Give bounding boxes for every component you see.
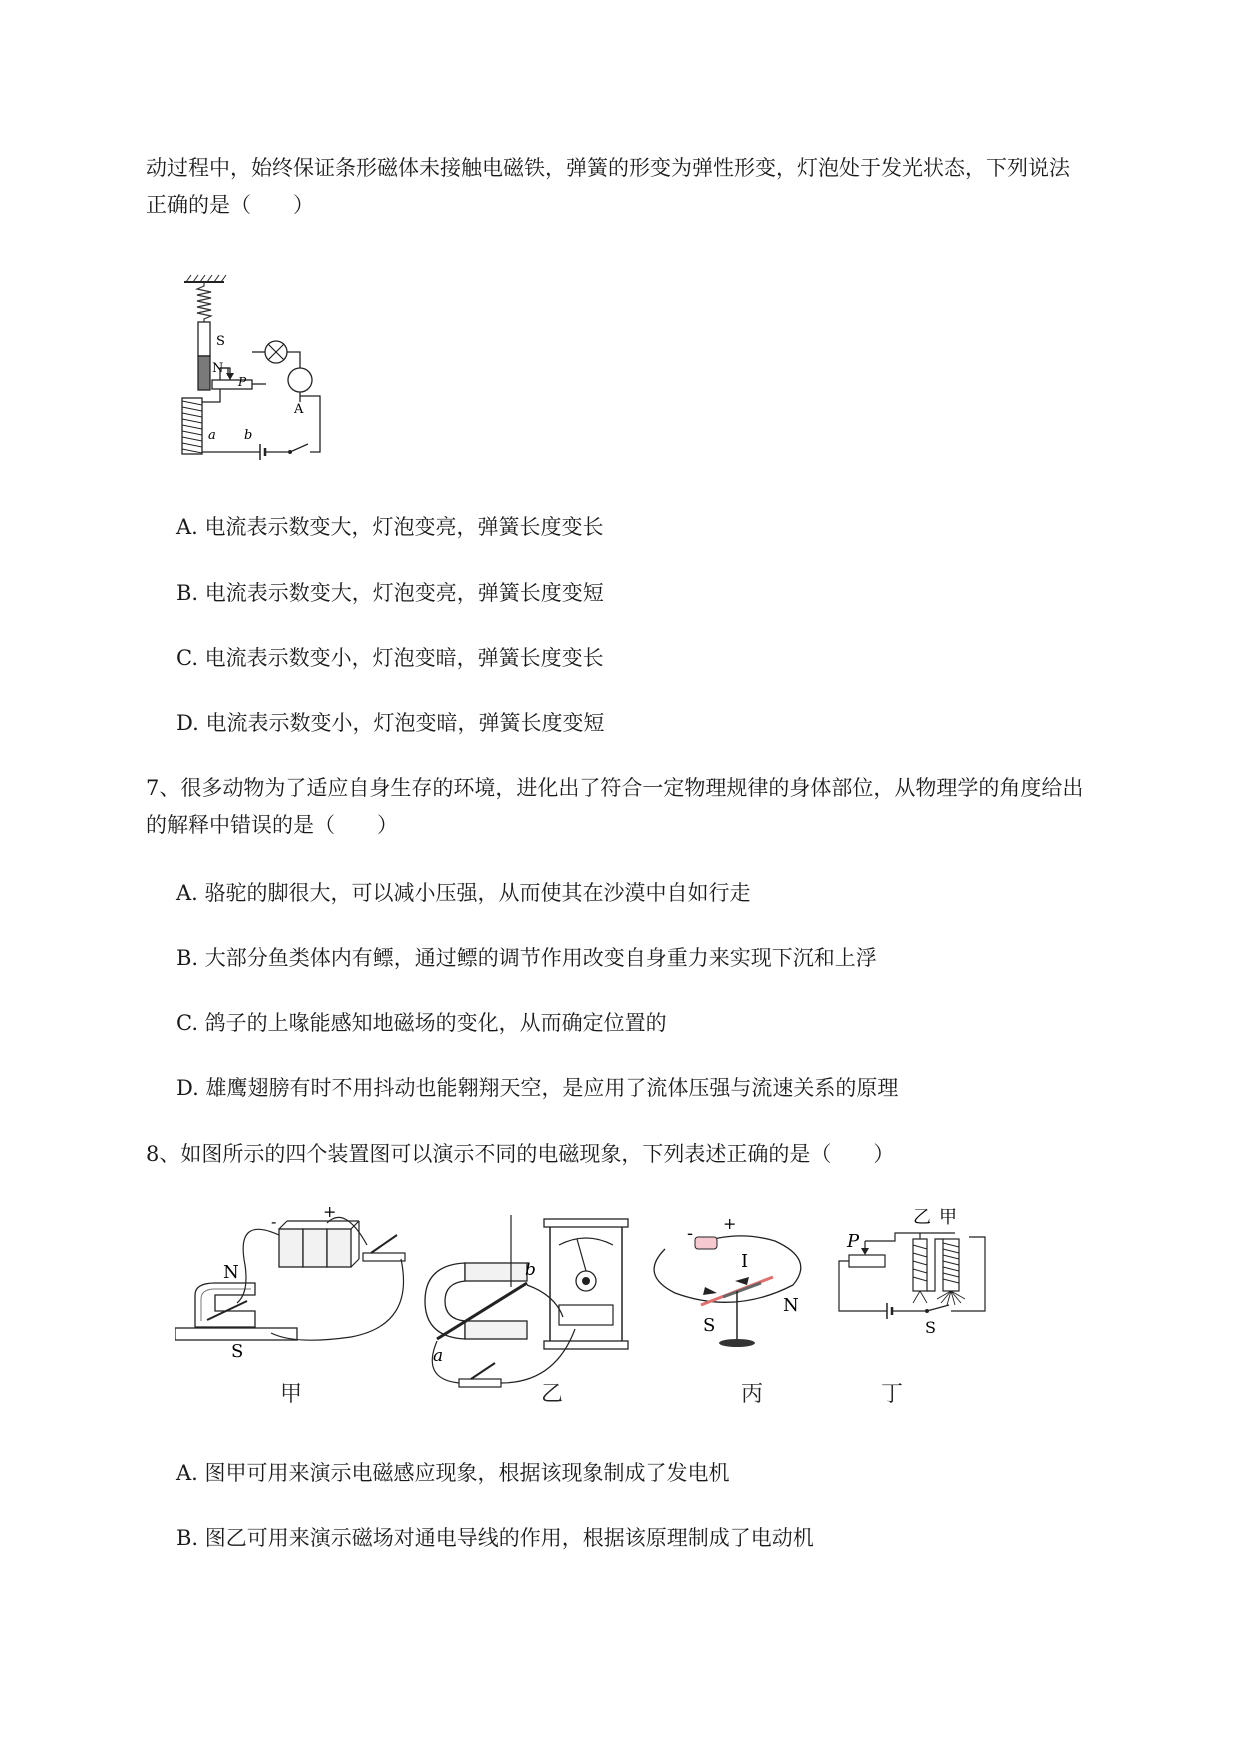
device-bing [654, 1214, 801, 1405]
jia-s-label: S [231, 1341, 244, 1362]
question-6-option-c: C. 电流表示数变小，灯泡变暗，弹簧长度变长 [176, 646, 604, 670]
device-ding [839, 1207, 985, 1405]
jia-minus-label: - [271, 1212, 277, 1231]
question-7-option-d: D. 雄鹰翅膀有时不用抖动也能翱翔天空，是应用了流体压强与流速关系的原理 [176, 1076, 899, 1100]
question-8-stem: 8、如图所示的四个装置图可以演示不同的电磁现象，下列表述正确的是（ ） [146, 1142, 895, 1166]
question-7-stem-line-2: 的解释中错误的是（ ） [146, 813, 398, 837]
magnet-n-label: N [212, 361, 224, 376]
terminal-a-label: a [208, 428, 216, 443]
question-6-circuit-figure [160, 272, 360, 464]
ding-jia-label: 甲 [939, 1207, 957, 1228]
question-7-option-a: A. 骆驼的脚很大，可以减小压强，从而使其在沙漠中自如行走 [176, 881, 751, 905]
jia-n-label: N [223, 1262, 239, 1283]
yi-b-label: b [525, 1260, 536, 1280]
ammeter-label: A [294, 402, 304, 417]
ding-s-label: S [925, 1318, 936, 1337]
question-6-option-a: A. 电流表示数变大，灯泡变亮，弹簧长度变长 [176, 515, 604, 539]
question-8-option-b: B. 图乙可用来演示磁场对通电导线的作用，根据该原理制成了电动机 [176, 1526, 814, 1550]
bing-n-label: N [783, 1295, 799, 1316]
bing-s-label: S [703, 1315, 716, 1336]
caption-ding: 丁 [881, 1382, 904, 1405]
yi-a-label: a [433, 1346, 444, 1366]
jia-plus-label: + [323, 1205, 337, 1221]
ding-p-label: P [847, 1231, 860, 1252]
question-8-devices-figure [175, 1205, 1005, 1405]
question-7-stem-line-1: 7、很多动物为了适应自身生存的环境，进化出了符合一定物理规律的身体部位，从物理学的角度给出 [146, 776, 1084, 800]
caption-jia: 甲 [280, 1382, 303, 1405]
magnet-s-label: S [216, 334, 225, 349]
ding-yi-label: 乙 [913, 1207, 931, 1228]
caption-yi: 乙 [541, 1382, 564, 1405]
question-6-option-b: B. 电流表示数变大，灯泡变亮，弹簧长度变短 [176, 581, 604, 605]
question-6-stem-line-1: 动过程中，始终保证条形磁体未接触电磁铁，弹簧的形变为弹性形变，灯泡处于发光状态，下列说法 [146, 156, 1070, 180]
caption-bing: 丙 [741, 1382, 764, 1405]
question-6-stem-line-2: 正确的是（ ） [146, 193, 314, 217]
question-8-option-a: A. 图甲可用来演示电磁感应现象，根据该现象制成了发电机 [176, 1461, 730, 1485]
question-7-option-c: C. 鸽子的上喙能感知地磁场的变化，从而确定位置的 [176, 1011, 667, 1035]
question-7-option-b: B. 大部分鱼类体内有鳔，通过鳔的调节作用改变自身重力来实现下沉和上浮 [176, 946, 877, 970]
bing-plus-label: + [723, 1214, 737, 1233]
terminal-b-label: b [244, 428, 253, 443]
current-i-label: I [741, 1251, 749, 1272]
question-6-option-d: D. 电流表示数变小，灯泡变暗，弹簧长度变短 [176, 711, 605, 735]
device-jia [175, 1205, 405, 1405]
device-yi [425, 1215, 628, 1405]
bing-minus-label: - [687, 1223, 694, 1244]
rheostat-p-label: P [238, 375, 247, 389]
